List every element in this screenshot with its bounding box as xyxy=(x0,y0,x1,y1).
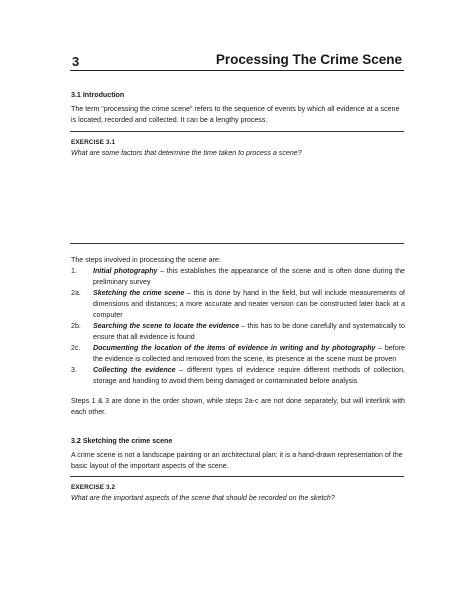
exercise-3-1 xyxy=(71,137,405,159)
list-item-text: – before the evidence is collected and removed from the scene, its presence at the scene must be proven xyxy=(93,344,405,363)
exercise-question: What are some factors that determine the time taken to process a scene? xyxy=(71,149,302,157)
list-item-number: 2b. xyxy=(71,322,81,330)
list-item-title: Collecting the evidence xyxy=(93,366,176,374)
list-item-text: – this is done by hand in the field, but will include measurements of dimensions and distances; a more accurate and neater version can be constructed later back at a computer xyxy=(93,289,405,319)
chapter-number: 3 xyxy=(72,54,80,69)
section-introduction xyxy=(71,90,405,126)
chapter-title: Processing The Crime Scene xyxy=(215,52,402,67)
list-item-title: Sketching the crime scene xyxy=(93,289,185,297)
steps-note: Steps 1 & 3 are done in the order shown, while steps 2a-c are not done separately, but will interlink with each other. xyxy=(71,397,405,416)
exercise-top-rule xyxy=(70,476,404,477)
exercise-label: EXERCISE 3.1 xyxy=(71,139,116,146)
list-item xyxy=(71,288,405,321)
exercise-label: EXERCISE 3.2 xyxy=(71,484,116,491)
list-item-title: Searching the scene to locate the evidence xyxy=(93,322,240,330)
steps-intro: The steps involved in processing the scene are: xyxy=(71,256,221,264)
list-item-text: – this has to be done carefully and systematically to ensure that all evidence is found xyxy=(93,322,405,341)
list-item xyxy=(71,343,405,365)
section-paragraph: The term “processing the crime scene” refers to the sequence of events by which all evidence at a scene is located, recorded and collected. It can be a lengthy process. xyxy=(71,105,400,124)
exercise-3-2 xyxy=(71,482,405,504)
section-heading: 3.2 Sketching the crime scene xyxy=(71,437,173,445)
exercise-top-rule xyxy=(70,131,404,132)
chapter-divider xyxy=(70,70,404,71)
list-item-text: – different types of evidence require different methods of collection, storage and handling to avoid them being damaged or contaminated before analysis xyxy=(93,366,406,385)
exercise-question: What are the important aspects of the scene that should be recorded on the sketch? xyxy=(71,494,335,502)
list-item-number: 2c. xyxy=(71,344,81,352)
exercise-bottom-rule xyxy=(70,243,404,244)
section-paragraph: A crime scene is not a landscape painting or an architectural plan: it is a hand-drawn representation of the basic layout of the important aspects of the scene. xyxy=(71,451,403,470)
list-item xyxy=(71,321,405,343)
steps-list xyxy=(71,255,405,418)
list-item-title: Documenting the location of the items of evidence in writing and by photography xyxy=(93,344,376,352)
list-item xyxy=(71,365,405,387)
section-sketching xyxy=(71,436,405,472)
list-item-title: Initial photography xyxy=(93,267,158,275)
list-item-number: 2a. xyxy=(71,289,81,297)
list-item-number: 1. xyxy=(71,267,77,275)
list-item-number: 3. xyxy=(71,366,77,374)
list-item xyxy=(71,266,405,288)
section-heading: 3.1 Introduction xyxy=(71,91,125,99)
list-item-text: – this establishes the appearance of the scene and is often done during the preliminary survey xyxy=(93,267,406,286)
